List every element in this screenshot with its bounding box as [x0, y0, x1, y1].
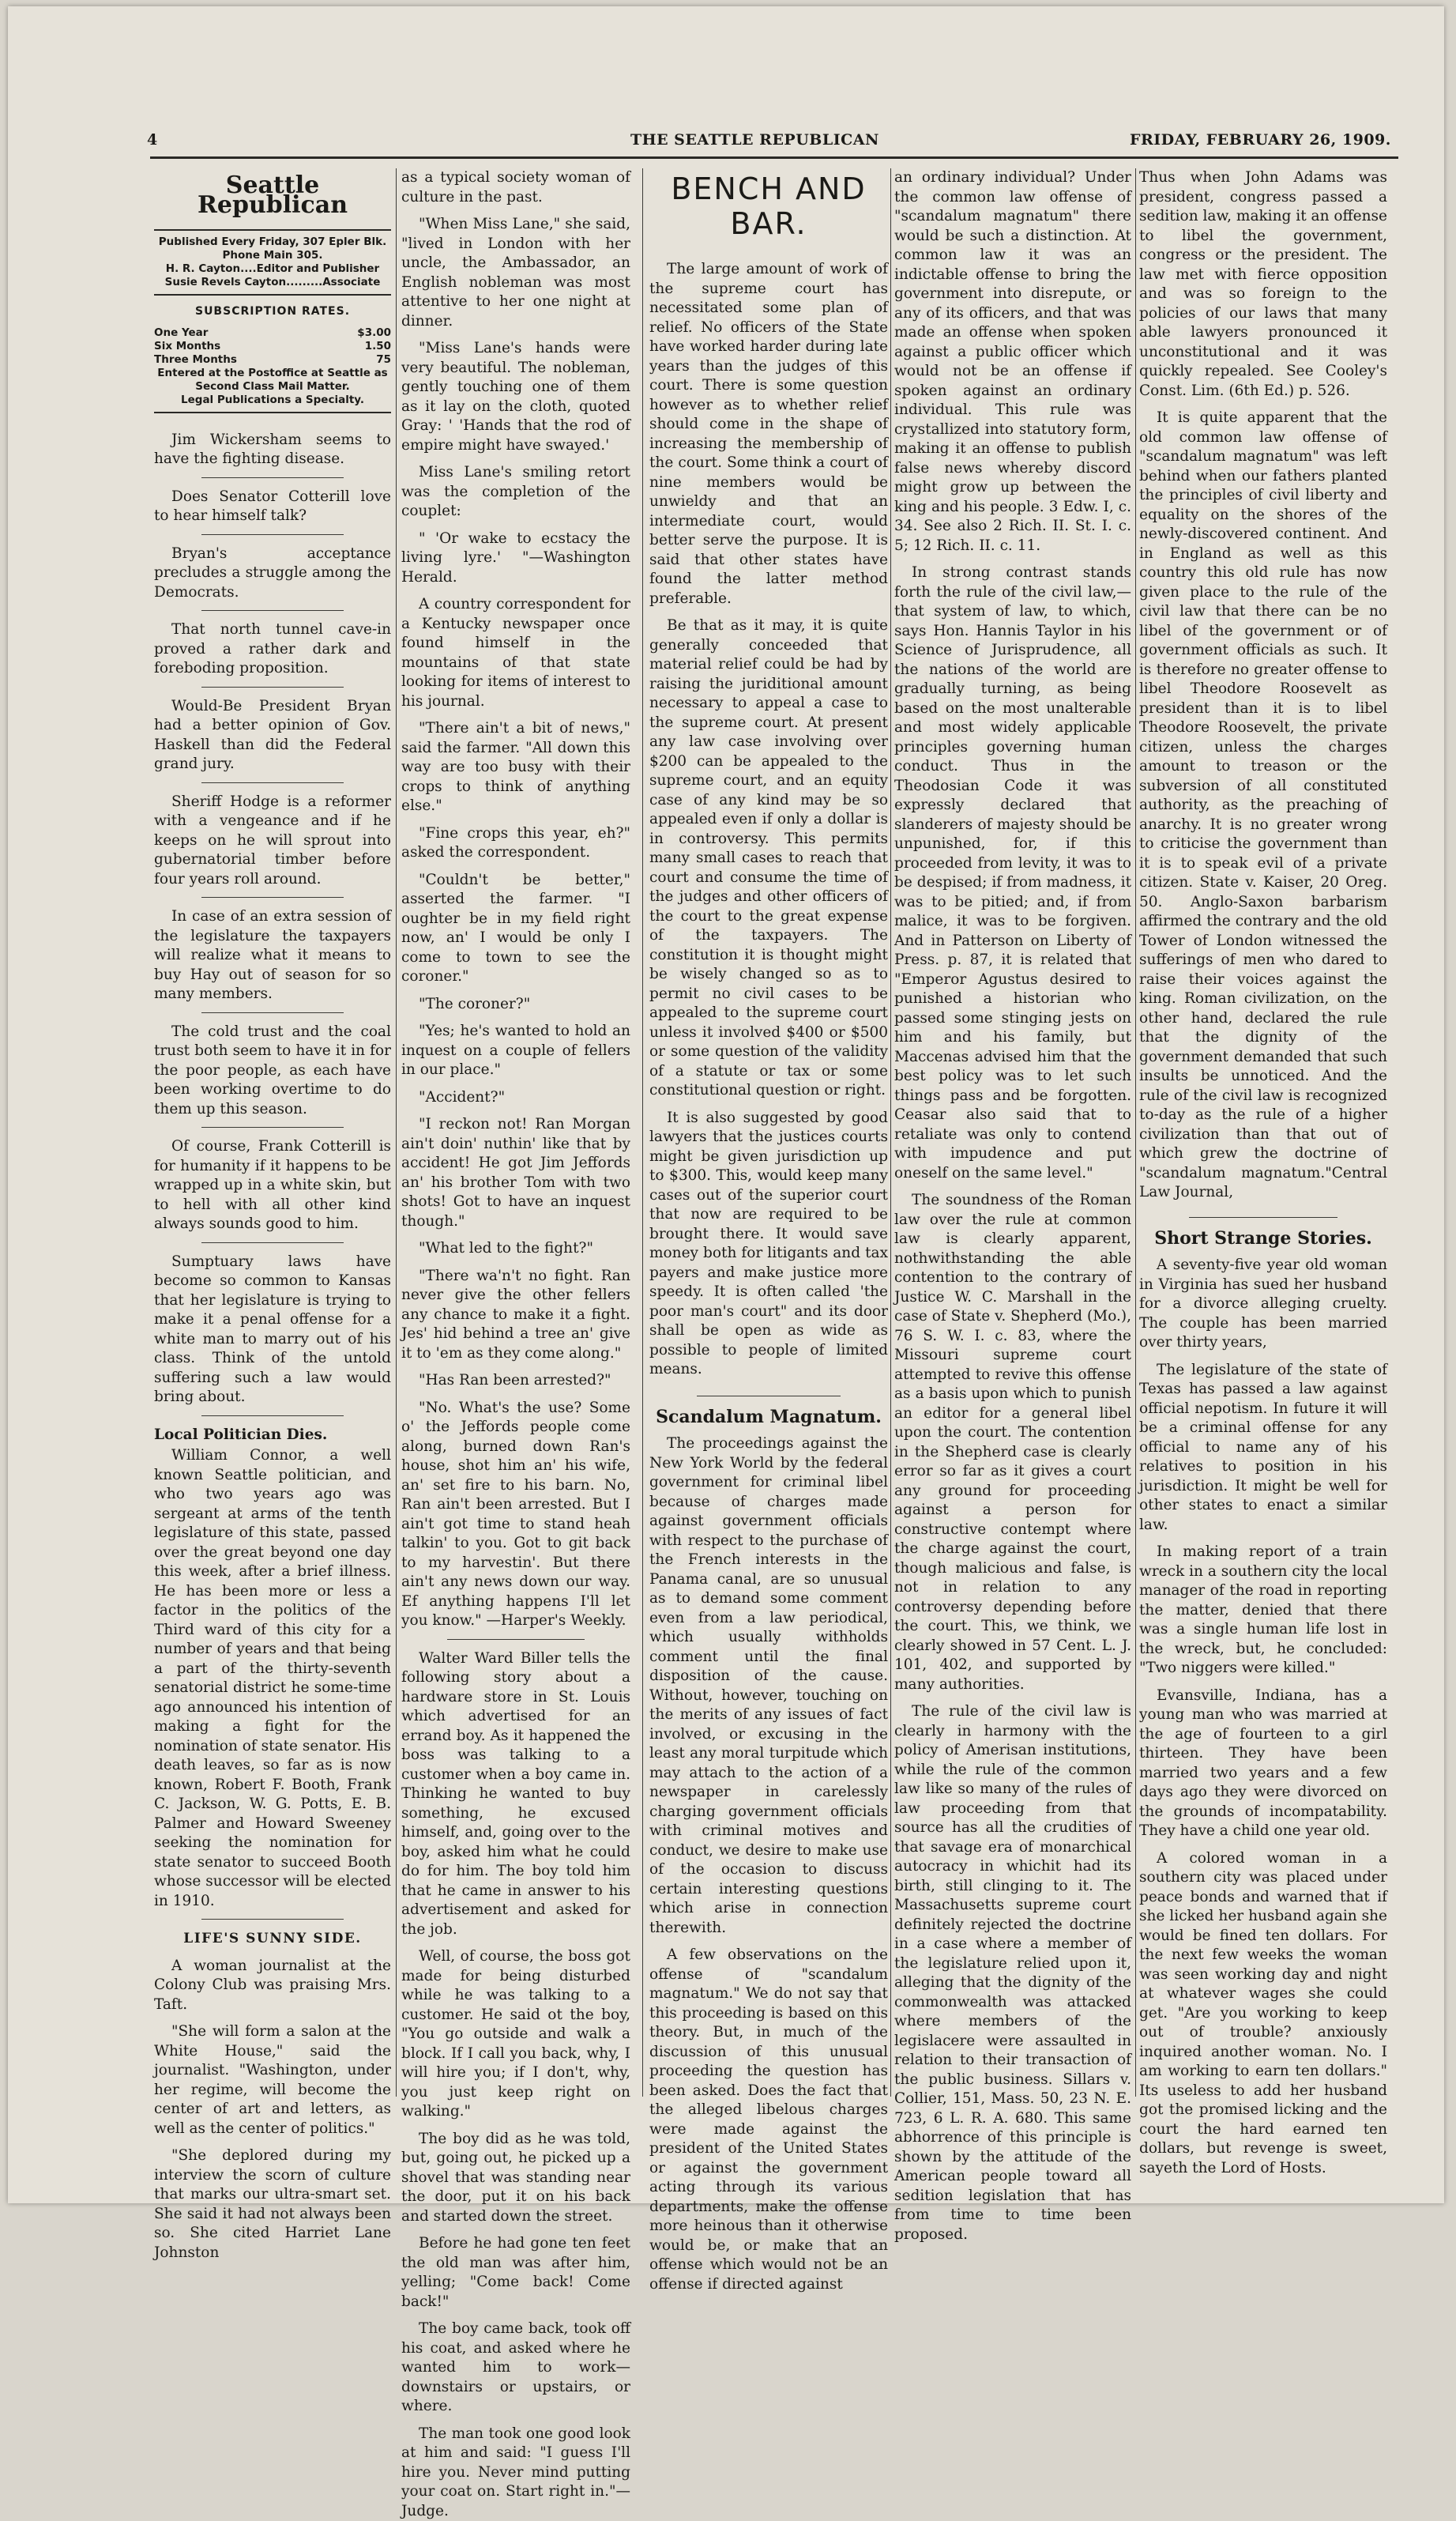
- rate-row: Six Months 1.50: [154, 340, 391, 353]
- column-4: [894, 168, 1131, 2176]
- legal-note: Legal Publications a Specialty.: [154, 394, 391, 407]
- paragraph: "When Miss Lane," she said, "lived in London with her uncle, the Ambassador, an English nobleman was most attentive to her one night at dinner.: [401, 215, 630, 331]
- paragraph: It is quite apparent that the old common law offense of "scandalum magnatum" was left behind when our fathers planted the principles of civil liberty and equality on the shores of the newly-discovered continent. And in England as well as this country this old rule has now given place to the rule of the civil law that there can be no libel of the government or of government officials as such. It is thereforе no greater offense to libel Theodore Roosevelt as president than it is to libel Theodore Roosevelt, the private citizen, unless the charges amount to treason or the subversion of all constituted authority, as the preaching of anarchy. It is no greater wrong to criticise the government than it is to speak evil of a private citizen. State v. Kaiser, 20 Oreg. 50. Anglo-Saxon barbarism affirmed the contrary and the old Tower of London witnessed the sufferings of men who dared to raise their voices against the king. Roman civilization, on the other hand, declared the rule that the dignity of the government demanded that such insults be unnoticed. And the rule of the civil law is recognized to-day as the rule of a higher civilization than that out of which grew the doctrine of "scandalum magnatum."Central Law Journal,: [1139, 409, 1387, 1203]
- column-rule: [642, 168, 643, 2097]
- paragraph: A colored woman in a southern city was placed under peace bonds and warned that if she licked her husband again she would be fined ten dollars. For the next few weeks the woman was seen working day and night at whatever wages she could get. "Are you working to keep out of trouble? anxiously inquired another woman. No. I am working to earn ten dollars." Its useless to add her husband got the promised licking and the court the hard earned ten dollars, but revenge is sweet, sayeth the Lord of Hosts.: [1139, 1849, 1387, 2179]
- paragraph: Miss Lane's smiling retort was the completion of the couplet:: [401, 463, 630, 522]
- paragraph: Jim Wickersham seems to have the fighting disease.: [154, 431, 391, 469]
- paragraph: A woman journalist at the Colony Club was praising Mrs. Taft.: [154, 1957, 391, 2015]
- paragraph: Thus when John Adams was president, congress passed a sedition law, making it an offense to libel the government, congress or the president. The law met with fierce opposition and was so foreign to the policies of our laws that many able lawyers pronounced it unconstitutional and it was quickly repealed. See Cooley's Const. Lim. (6th Ed.) p. 526.: [1139, 168, 1387, 401]
- paragraph: "Accident?": [401, 1088, 630, 1108]
- paragraph: "There ain't a bit of news," said the farmer. "All down this way are too busy with their crops to think of anything else.": [401, 719, 630, 816]
- newspaper-page: [8, 6, 1444, 2203]
- paragraph: In making report of a train wreck in a southern city the local manager of the road in reporting the matter, denied that there was a single human life lost in the wreck, but, he concluded: "Two niggers were killed.": [1139, 1543, 1387, 1679]
- masthead-rule: [154, 294, 391, 296]
- paragraph: A country correspondent for a Kentucky newspaper once found himself in the mountains of that state looking for items of interest to his journal.: [401, 595, 630, 711]
- page-header: [8, 123, 1444, 153]
- subscription-title: SUBSCRIPTION RATES.: [154, 302, 391, 322]
- pub-line: Phone Main 305.: [154, 249, 391, 262]
- paragraph: Does Senator Cotterill love to hear himself talk?: [154, 488, 391, 526]
- paragraph: Evansville, Indiana, has a young man who was married at the age of fourteen to a girl thirteen. They have been married two years and a few days ago they were divorced on the grounds of incompatability. They have a child one year old.: [1139, 1686, 1387, 1841]
- paragraph: "What led to the fight?": [401, 1239, 630, 1259]
- column-rule: [890, 168, 891, 2097]
- publisher-info: [154, 236, 391, 289]
- paragraph: The man took one good look at him and said: "I guess I'll hire you. Never mind putting your coat on. Start right in."—Judge.: [401, 2425, 630, 2521]
- politician-heading: Local Politician Dies.: [154, 1426, 391, 1445]
- paragraph: "Miss Lane's hands were very beautiful. The nobleman, gently touching one of them as it lay on the cloth, quoted Gray: ' 'Hands that the rod of empire might have swayed.': [401, 339, 630, 455]
- column-rule: [1135, 168, 1136, 2097]
- paragraph: " 'Or wake to ecstacy the living lyre.' "—Washington Herald.: [401, 529, 630, 588]
- bench-and-bar-heading: BENCH AND BAR.: [649, 171, 888, 241]
- paragraph: The boy came back, took off his coat, and asked where he wanted him to work—downstairs or upstairs, or where.: [401, 2319, 630, 2417]
- pub-line: Susie Revels Cayton.........Associate: [154, 276, 391, 289]
- strange-stories-heading: Short Strange Stories.: [1139, 1229, 1387, 1249]
- paragraph: A seventy-five year old woman in Virginia has sued her husband for a divorce alleging cruelty. The couple has been married over thirty years,: [1139, 1256, 1387, 1353]
- paragraph: The proceedings against the New York World by the federal government for criminal libel because of charges made against government officials with respect to the purchase of the French interests in the Panama canal, are so unusual as to demand some comment even from a law periodical, which usually withholds comment until the final disposition of the cause. Without, however, touching on the merits of any issues of fact involved, or excusing in the least any moral turpitude which may attach to the action of a newspaper in carelessly charging government officials with criminal motives and conduct, we desire to make use of the occasion to discuss certain interesting questions which arise in connection therewith.: [649, 1434, 888, 1938]
- rate-row: One Year $3.00: [154, 326, 391, 340]
- column-rule: [396, 168, 397, 2097]
- paragraph: Of course, Frank Cotterill is for humanity if it happens to be wrapped up in a white skin, but to hell with all other kind always sounds good to him.: [154, 1137, 391, 1234]
- paragraph: William Connor, a well known Seattle politician, and who two years ago was sergeant at arms of the tenth legislature of this state, passed over the great beyond one day this week, after a brief illness. He has been more or less a factor in the politics of the Third ward of this city for a number of years and that being a part of the thirty-seventh senatorial district he some-time ago announced his intention of making a fight for the nomination of state senator. His death leaves, so far as is now known, Robert F. Booth, Frank C. Jackson, W. G. Potts, E. B. Palmer and Howard Sweeney seeking the nomination for state senator to succeed Booth whose successor will be elected in 1910.: [154, 1446, 391, 1911]
- paragraph: as a typical society woman of culture in the past.: [401, 168, 630, 207]
- paper-name: THE SEATTLE REPUBLICAN: [630, 131, 879, 149]
- paragraph: "Fine crops this year, eh?" asked the correspondent.: [401, 824, 630, 863]
- paragraph: The rule of the civil law is clearly in harmony with the policy of Amerisan institutions, while the rule of the common law like so many of the rules of law proceeding from that source has all the crudities of that savage era of monarchical autocracy in whichit had its birth, still clinging to it. The Massachusetts supreme court definitely rejected the doctrine in a case where a member of the legislature relied upon it, alleging that the dignity of the commonwealth was attacked where members of the legislacere were assaulted in relation to their transaction of the public business. Sillars v. Collier, 151, Mass. 50, 23 N. E. 723, 6 L. R. A. 680. This same abhorrence of this principle is shown by the attitude of the American people toward all sedition legislation that has from time to time been proposed.: [894, 1702, 1131, 2244]
- paragraph: Be that as it may, it is quite generally conceeded that material relief could be had by raising the juriditional amount necessary to appeal a case to the supreme court. At present any law case involving over $200 can be appealed to the supreme court, and an equity case of any kind may be so appealed even if only a dollar is in controversy. This permits many small cases to reach that court and consume the time of the judges and other officers of the court to the great expense of the taxpayers. The constitution it is thought might be wisely changed so as to permit no civil cases to be appealed to the supreme court unless it involved $400 or $500 or some question of the validity of a statute or tax or some constitutional question or right.: [649, 616, 888, 1101]
- page-number: 4: [147, 131, 158, 149]
- editorial-paragraphs: [154, 431, 391, 1407]
- paragraph: The large amount of work of the supreme court has necessitated some plan of relief. No officers of the State have worked harder during late years than the judges of this court. There is some question however as to whether relief should come in the shape of increasing the membership of the court. Some think a court of nine members would be unwieldy and that an intermediate court, would better serve the purpose. It is said that other states have found the latter method preferable.: [649, 260, 888, 609]
- paragraph: The boy did as he was told, but, going out, he picked up a shovel that was standing near the door, put it on his back and started down the street.: [401, 2130, 630, 2227]
- paragraph: "There wa'n't no fight. Ran never give the other fellers any chance to make it a fight. Jes' hid behind a tree an' give it to 'em as they come along.": [401, 1267, 630, 1364]
- pub-line: Published Every Friday, 307 Epler Blk.: [154, 236, 391, 249]
- postal-entry: Entered at the Postoffice at Seattle as Second Class Mail Matter.: [154, 367, 391, 394]
- paragraph: The cold trust and the coal trust both seem to have it in for the poor people, as each have been working overtime to do them up this season.: [154, 1023, 391, 1120]
- paragraph: "She deplored during my interview the scorn of culture that marks our ultra-smart set. She said it had not always been so. She cited Harriet Lane Johnston: [154, 2146, 391, 2263]
- paragraph: Sheriff Hodge is a reformer with a vengeance and if he keeps on he will sprout into gubernatorial timber before four years roll around.: [154, 793, 391, 890]
- paragraph: "Couldn't be better," asserted the farmer. "I oughter be in my field right now, an' I would be only I come to town to see the coroner.": [401, 871, 630, 987]
- paragraph: In strong contrast stands forth the rule of the civil law,—that system of law, to which, says Hon. Hannis Taylor in his Science of Jurisprudence, all the nations of the world are gradually turning, as being based on the most unalterable and most widely applicable principles governing human conduct. Thus in the Theodosian Code it was expressly declared that slanderers of majesty should be unpunished, for, if this proceeded from levity, it was to be despised; if from madness, it was to be pitied; and, if from malice, it was to be forgiven. And in Patterson on Liberty of Press. p. 87, it is related that "Emperor Agustus desired to punished a historian who passed some stinging jests on him and his family, but Maccenas advised him that the best policy was to let such things pass and be forgotten. Ceasar also said that to retaliate was only to contend with impudence and put oneself on the same level.": [894, 563, 1131, 1183]
- column-2: [401, 168, 630, 2176]
- header-rule: [150, 156, 1398, 159]
- pub-line: H. R. Cayton....Editor and Publisher: [154, 262, 391, 276]
- paragraph: The legislature of the state of Texas has passed a law against official nepotism. In future it will be a criminal offense for any official to name any of his relatives to position in his jurisdiction. It might be well for other states to enact a similar law.: [1139, 1361, 1387, 1536]
- rate-row: Three Months 75: [154, 353, 391, 367]
- paragraph: It is also suggested by good lawyers that the justices courts might be given jurisdiction up to $300. This, would keep many cases out of the superior court that now are required to be brought there. It would save money both for litigants and tax payers and make justice more speedy. It is often called 'the poor man's court" and its door shall be open as wide as possible to people of limited means.: [649, 1109, 888, 1380]
- paragraph: The soundness of the Roman law over the rule at common law is clearly apparent, nothwithstanding the able contention to the contrary of Justice W. C. Marshall in the case of State v. Shepherd (Mo.), 76 S. W. I. c. 83, where the Missouri supreme court attempted to revive this offense as a basis upon which to punish an editor for a general libel upon the court. The contention in the Shepherd case is clearly error so far as it gives a court any ground for proceeding against a person for constructive contempt where the charge against the court, though malicious and false, is not in relation to any controversy depending before the court. This, we think, we clearly showed in 57 Cent. L. J. 101, 402, and supported by many authorities.: [894, 1191, 1131, 1694]
- paragraph: Would-Be President Bryan had a better opinion of Gov. Haskell than did the Federal grand jury.: [154, 697, 391, 774]
- masthead-rule: [154, 412, 391, 413]
- paragraph: an ordinary individual? Under the common law offense of "scandalum magnatum" there would be such a distinction. At common law it was an indictable offense to bring the government into disrepute, or any of its officers, and that was made an offense when spoken against a public officer which would not be an offense if spoken against an ordinary individual. This rule was crystallized into statutory form, making it an offense to publish false news whereby discord might grow up between the king and his people. 3 Edw. I, c. 34. See also 2 Rich. II. St. I. c. 5; 12 Rich. II. c. 11.: [894, 168, 1131, 556]
- paragraph: Before he had gone ten feet the old man was after him, yelling; "Come back! Come back!": [401, 2234, 630, 2312]
- masthead-rule: [154, 229, 391, 231]
- paragraph: Bryan's acceptance precludes a struggle among the Democrats.: [154, 545, 391, 603]
- column-3: [649, 168, 888, 2176]
- paragraph: Walter Ward Biller tells the following story about a hardware store in St. Louis which advertised for an errand boy. As it happened the boss was talking to a customer when a boy came in. Thinking he wanted to buy something, he excused himself, and, going over to the boy, asked him what he could do for him. The boy told him that he came in answer to his advertisement and asked for the job.: [401, 1649, 630, 1940]
- scandalum-heading: Scandalum Magnatum.: [649, 1407, 888, 1427]
- column-1: [154, 168, 391, 2176]
- issue-date: FRIDAY, FEBRUARY 26, 1909.: [1130, 131, 1391, 149]
- masthead-title: Seattle Republican: [154, 176, 391, 215]
- paragraph: "She will form a salon at the White House," said the journalist. "Washington, under her regime, will become the center of art and letters, as well as the center of politics.": [154, 2022, 391, 2139]
- paragraph: Well, of course, the boss got made for being disturbed while he was talking to a customer. He said ot the boy, "You go outside and walk a block. If I call you back, why, I will hire you; if I don't, why, you just keep right on walking.": [401, 1947, 630, 2122]
- paragraph: "Yes; he's wanted to hold an inquest on a couple of fellers in our place.": [401, 1022, 630, 1080]
- paragraph: "The coroner?": [401, 995, 630, 1015]
- paragraph: Sumptuary laws have become so common to Kansas that her legislature is trying to make it a penal offense for a white man to marry out of his class. Think of the untold suffering such a law would bring about.: [154, 1253, 391, 1407]
- column-5: [1139, 168, 1387, 2176]
- paragraph: "I reckon not! Ran Morgan ain't doin' nuthin' like that by accident! He got Jim Jeffords an' his brother Tom with two shots! Got to have an inquest though.": [401, 1115, 630, 1231]
- sunny-side-heading: LIFE'S SUNNY SIDE.: [154, 1929, 391, 1949]
- paragraph: In case of an extra session of the legislature the taxpayers will realize what it means to buy Hay out of season for so many members.: [154, 907, 391, 1004]
- paragraph: A few observations on the offense of "scandalum magnatum." We do not say that this proceeding is based on this theory. But, in much of the discussion of this unusual proceeding the question has been asked. Does the fact that the alleged libelous charges were made against the president of the United States or against the government acting through its various departments, make the offense more heinous than it otherwise would be, or make that an offense which would not be an offense if directed against: [649, 1946, 888, 2294]
- subscription-rates: [154, 326, 391, 407]
- paragraph: That north tunnel cave-in proved a rather dark and foreboding proposition.: [154, 620, 391, 679]
- paragraph: "Has Ran been arrested?": [401, 1371, 630, 1391]
- paragraph: "No. What's the use? Some o' the Jeffords people come along, burned down Ran's house, shot him an' his wife, an' set fire to his barn. No, Ran ain't been arrested. But I ain't got time to stand heah talkin' to you. Got to git back to my harvestin'. But there ain't any news down our way. Ef anything happens I'll let you know." —Harper's Weekly.: [401, 1399, 630, 1631]
